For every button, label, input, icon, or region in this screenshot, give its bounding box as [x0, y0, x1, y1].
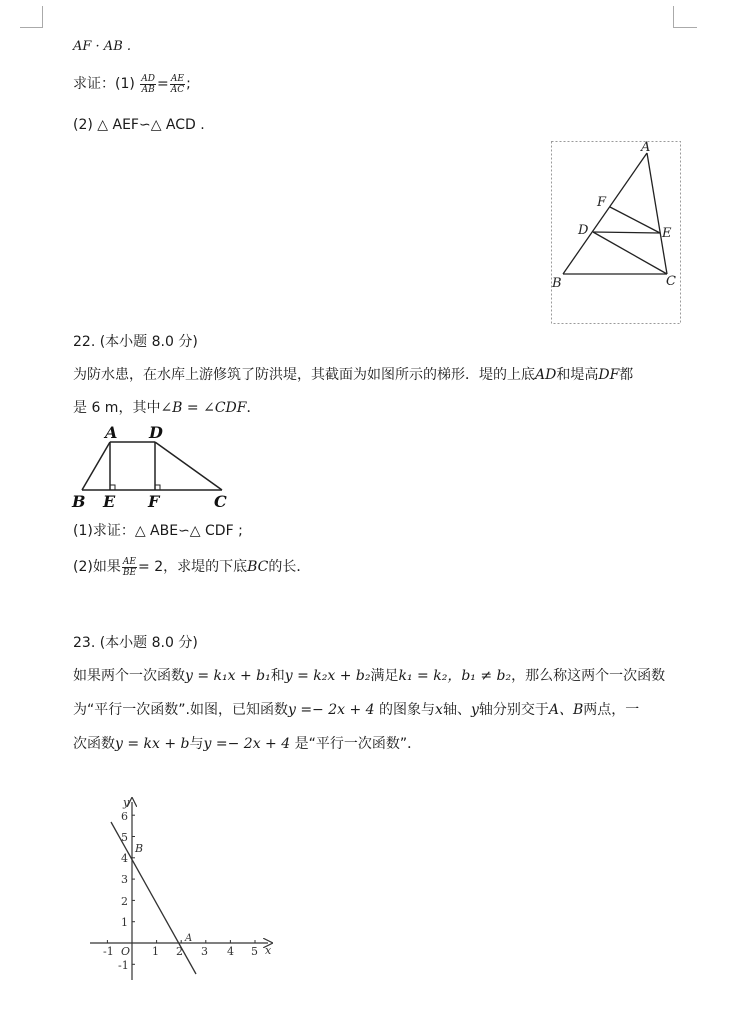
math: y = kx + b: [115, 736, 190, 752]
x-tick-label: 4: [227, 945, 234, 958]
q23-line2: [73, 699, 639, 719]
label-D: D: [149, 424, 163, 442]
x-tick-label: 1: [152, 945, 159, 958]
frac-den: AC: [170, 84, 185, 95]
origin-label: O: [121, 945, 131, 958]
math: x: [435, 702, 443, 718]
math: AD: [535, 367, 557, 383]
y-axis-label: y: [123, 796, 130, 809]
y-tick-label: -1: [118, 959, 129, 972]
crop-mark-right-h: [673, 27, 697, 28]
fraction-ae-be: [122, 557, 137, 578]
q22-line2: [73, 397, 260, 417]
q23-line1: [73, 665, 665, 685]
text: 为“平行一次函数”.如图，已知函数: [73, 702, 288, 718]
text: 与: [189, 736, 204, 752]
x-tick-label: 3: [201, 945, 208, 958]
side-AC: [647, 153, 667, 274]
label-B: B: [72, 492, 86, 511]
text: 满足: [370, 668, 399, 684]
x-axis-label: x: [265, 944, 272, 957]
text: ．: [246, 400, 261, 416]
label-E: E: [103, 492, 116, 511]
q23-line3: [73, 733, 421, 753]
frac-num: AD: [141, 73, 156, 84]
math: ∠B = ∠CDF: [160, 400, 247, 416]
semicolon: ;: [186, 76, 191, 92]
math: y = k₂x + b₂: [284, 668, 371, 684]
label-B: B: [552, 276, 562, 291]
frac-num: AE: [170, 73, 184, 84]
frac-den: AB: [141, 84, 155, 95]
y-tick-label: 2: [121, 895, 128, 908]
label-F: F: [148, 492, 160, 511]
prove-part2: (2) △ AEF∽△ ACD .: [73, 117, 205, 133]
crop-mark-left-h: [20, 27, 43, 28]
math: y = k₁x + b₁: [185, 668, 271, 684]
q22-part1: (1)求证：△ ABE∽△ CDF ;: [73, 523, 243, 539]
label-E: E: [662, 226, 672, 241]
frac-den: BE: [122, 567, 137, 578]
q22-header: 22. (本小题 8.0 分): [73, 334, 198, 350]
coordinate-graph: [85, 790, 285, 990]
y-tick-label: 1: [121, 916, 128, 929]
triangle-figure: [551, 141, 681, 324]
crop-mark-left: [42, 6, 43, 28]
equals-sign: =: [157, 76, 169, 92]
text: 为防水患，在水库上游修筑了防洪堤，其截面为如图所示的梯形．堤的上底: [73, 367, 535, 383]
text: ，那么称这两个一次函数: [511, 668, 666, 684]
q22-line1: [73, 364, 633, 384]
text: 的长．: [268, 559, 311, 575]
label-A: A: [105, 424, 118, 442]
text: (2)如果: [73, 559, 121, 575]
text: 次函数: [73, 736, 115, 752]
segment-DC: [593, 232, 667, 274]
y-tick-label: 4: [121, 852, 128, 865]
text: 是“平行一次函数”．: [290, 736, 422, 752]
math: y =− 2x + 4: [203, 736, 291, 752]
fraction-ae-ac: [170, 74, 185, 95]
math: y: [470, 702, 479, 718]
label-D: D: [578, 223, 589, 238]
x-tick-label: -1: [103, 945, 114, 958]
math: DF: [598, 367, 620, 383]
text: 两点，一: [583, 702, 640, 718]
label-A: A: [641, 141, 651, 155]
text: 如果两个一次函数: [73, 668, 185, 684]
top-line: AF · AB .: [73, 39, 132, 54]
side-AB: [82, 442, 110, 490]
prove-line: [73, 73, 191, 95]
y-tick-label: 6: [121, 810, 128, 823]
text: 轴、: [442, 702, 471, 718]
text: 轴分别交于: [478, 702, 549, 718]
point-B-label: B: [135, 842, 144, 855]
segment-FE: [610, 207, 660, 233]
math: y =− 2x + 4: [287, 702, 375, 718]
q23-header: 23. (本小题 8.0 分): [73, 635, 198, 651]
text: 和堤高: [556, 367, 599, 383]
frac-num: AE: [122, 556, 136, 567]
x-tick-label: 2: [176, 945, 183, 958]
crop-mark-right: [673, 6, 674, 28]
text: 和: [270, 668, 285, 684]
math: BC: [247, 559, 269, 575]
math: A、B: [548, 702, 584, 718]
label-F: F: [597, 195, 607, 210]
q22-part2: [73, 556, 310, 578]
side-DC: [155, 442, 222, 490]
text: 是 6 m，其中: [73, 400, 161, 416]
x-tick-label: 5: [251, 945, 258, 958]
text: = 2，求堤的下底: [138, 559, 248, 575]
label-C: C: [666, 274, 676, 289]
text: 都: [619, 367, 634, 383]
label-C: C: [214, 492, 227, 511]
y-tick-label: 3: [121, 873, 128, 886]
math: k₁ = k₂，b₁ ≠ b₂: [398, 668, 512, 684]
prove-label: 求证：(1): [73, 76, 135, 92]
trapezoid-figure: [70, 424, 240, 512]
text: 的图象与: [374, 702, 436, 718]
point-A-label: A: [185, 933, 193, 944]
segment-DE: [593, 232, 660, 233]
fraction-ad-ab: [140, 74, 156, 95]
y-tick-label: 5: [121, 831, 128, 844]
